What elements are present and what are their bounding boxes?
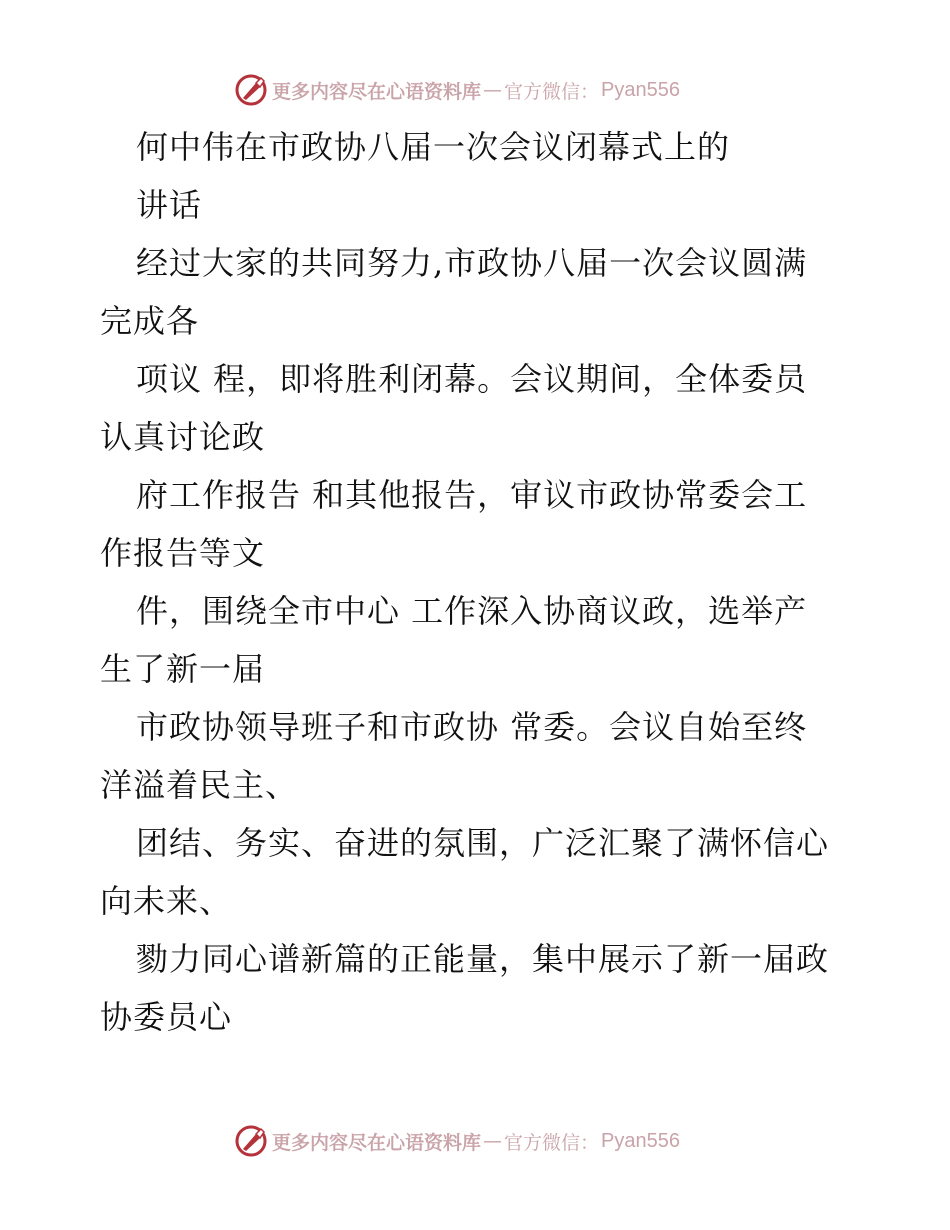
paragraph-line: 团结、务实、奋进的氛围，广泛汇聚了满怀信心 [136, 824, 830, 862]
footer-wechat-id: Pyan556 [601, 1129, 680, 1152]
document-title-line-2: 讲话 [136, 186, 203, 224]
paragraph-line: 洋溢着民主、 [100, 766, 299, 804]
paragraph-line: 府工作报告 和其他报告，审议市政协常委会工 [136, 476, 808, 514]
footer-wechat-label: 官方微信： [504, 1131, 600, 1154]
paragraph-line: 完成各 [100, 302, 200, 340]
header-separator: — [483, 79, 503, 101]
paragraph-line: 作报告等文 [100, 534, 266, 572]
pen-nib-logo-icon [234, 1124, 268, 1158]
paragraph-line: 向未来、 [100, 882, 233, 920]
paragraph-line: 件，围绕全市中心 工作深入协商议政，选举产 [136, 592, 808, 630]
paragraph-line: 市政协领导班子和市政协 常委。会议自始至终 [136, 708, 808, 746]
footer-separator: — [483, 1130, 503, 1152]
header-wechat-label: 官方微信： [504, 80, 600, 103]
footer-banner [234, 1121, 680, 1161]
header-wechat-id: Pyan556 [601, 78, 680, 101]
header-site-text: 更多内容尽在心语资料库 [272, 80, 482, 103]
paragraph-line: 认真讨论政 [100, 418, 266, 456]
footer-site-text: 更多内容尽在心语资料库 [272, 1131, 482, 1154]
paragraph-line: 协委员心 [100, 998, 233, 1036]
paragraph-line: 经过大家的共同努力,市政协八届一次会议圆满 [136, 244, 808, 282]
paragraph-line: 生了新一届 [100, 650, 266, 688]
document-title-line-1: 何中伟在市政协八届一次会议闭幕式上的 [136, 128, 731, 166]
paragraph-line: 勠力同心谱新篇的正能量，集中展示了新一届政 [136, 940, 830, 978]
pen-nib-logo-icon [234, 73, 268, 107]
paragraph-line: 项议 程，即将胜利闭幕。会议期间，全体委员 [136, 360, 808, 398]
header-banner [234, 70, 680, 110]
